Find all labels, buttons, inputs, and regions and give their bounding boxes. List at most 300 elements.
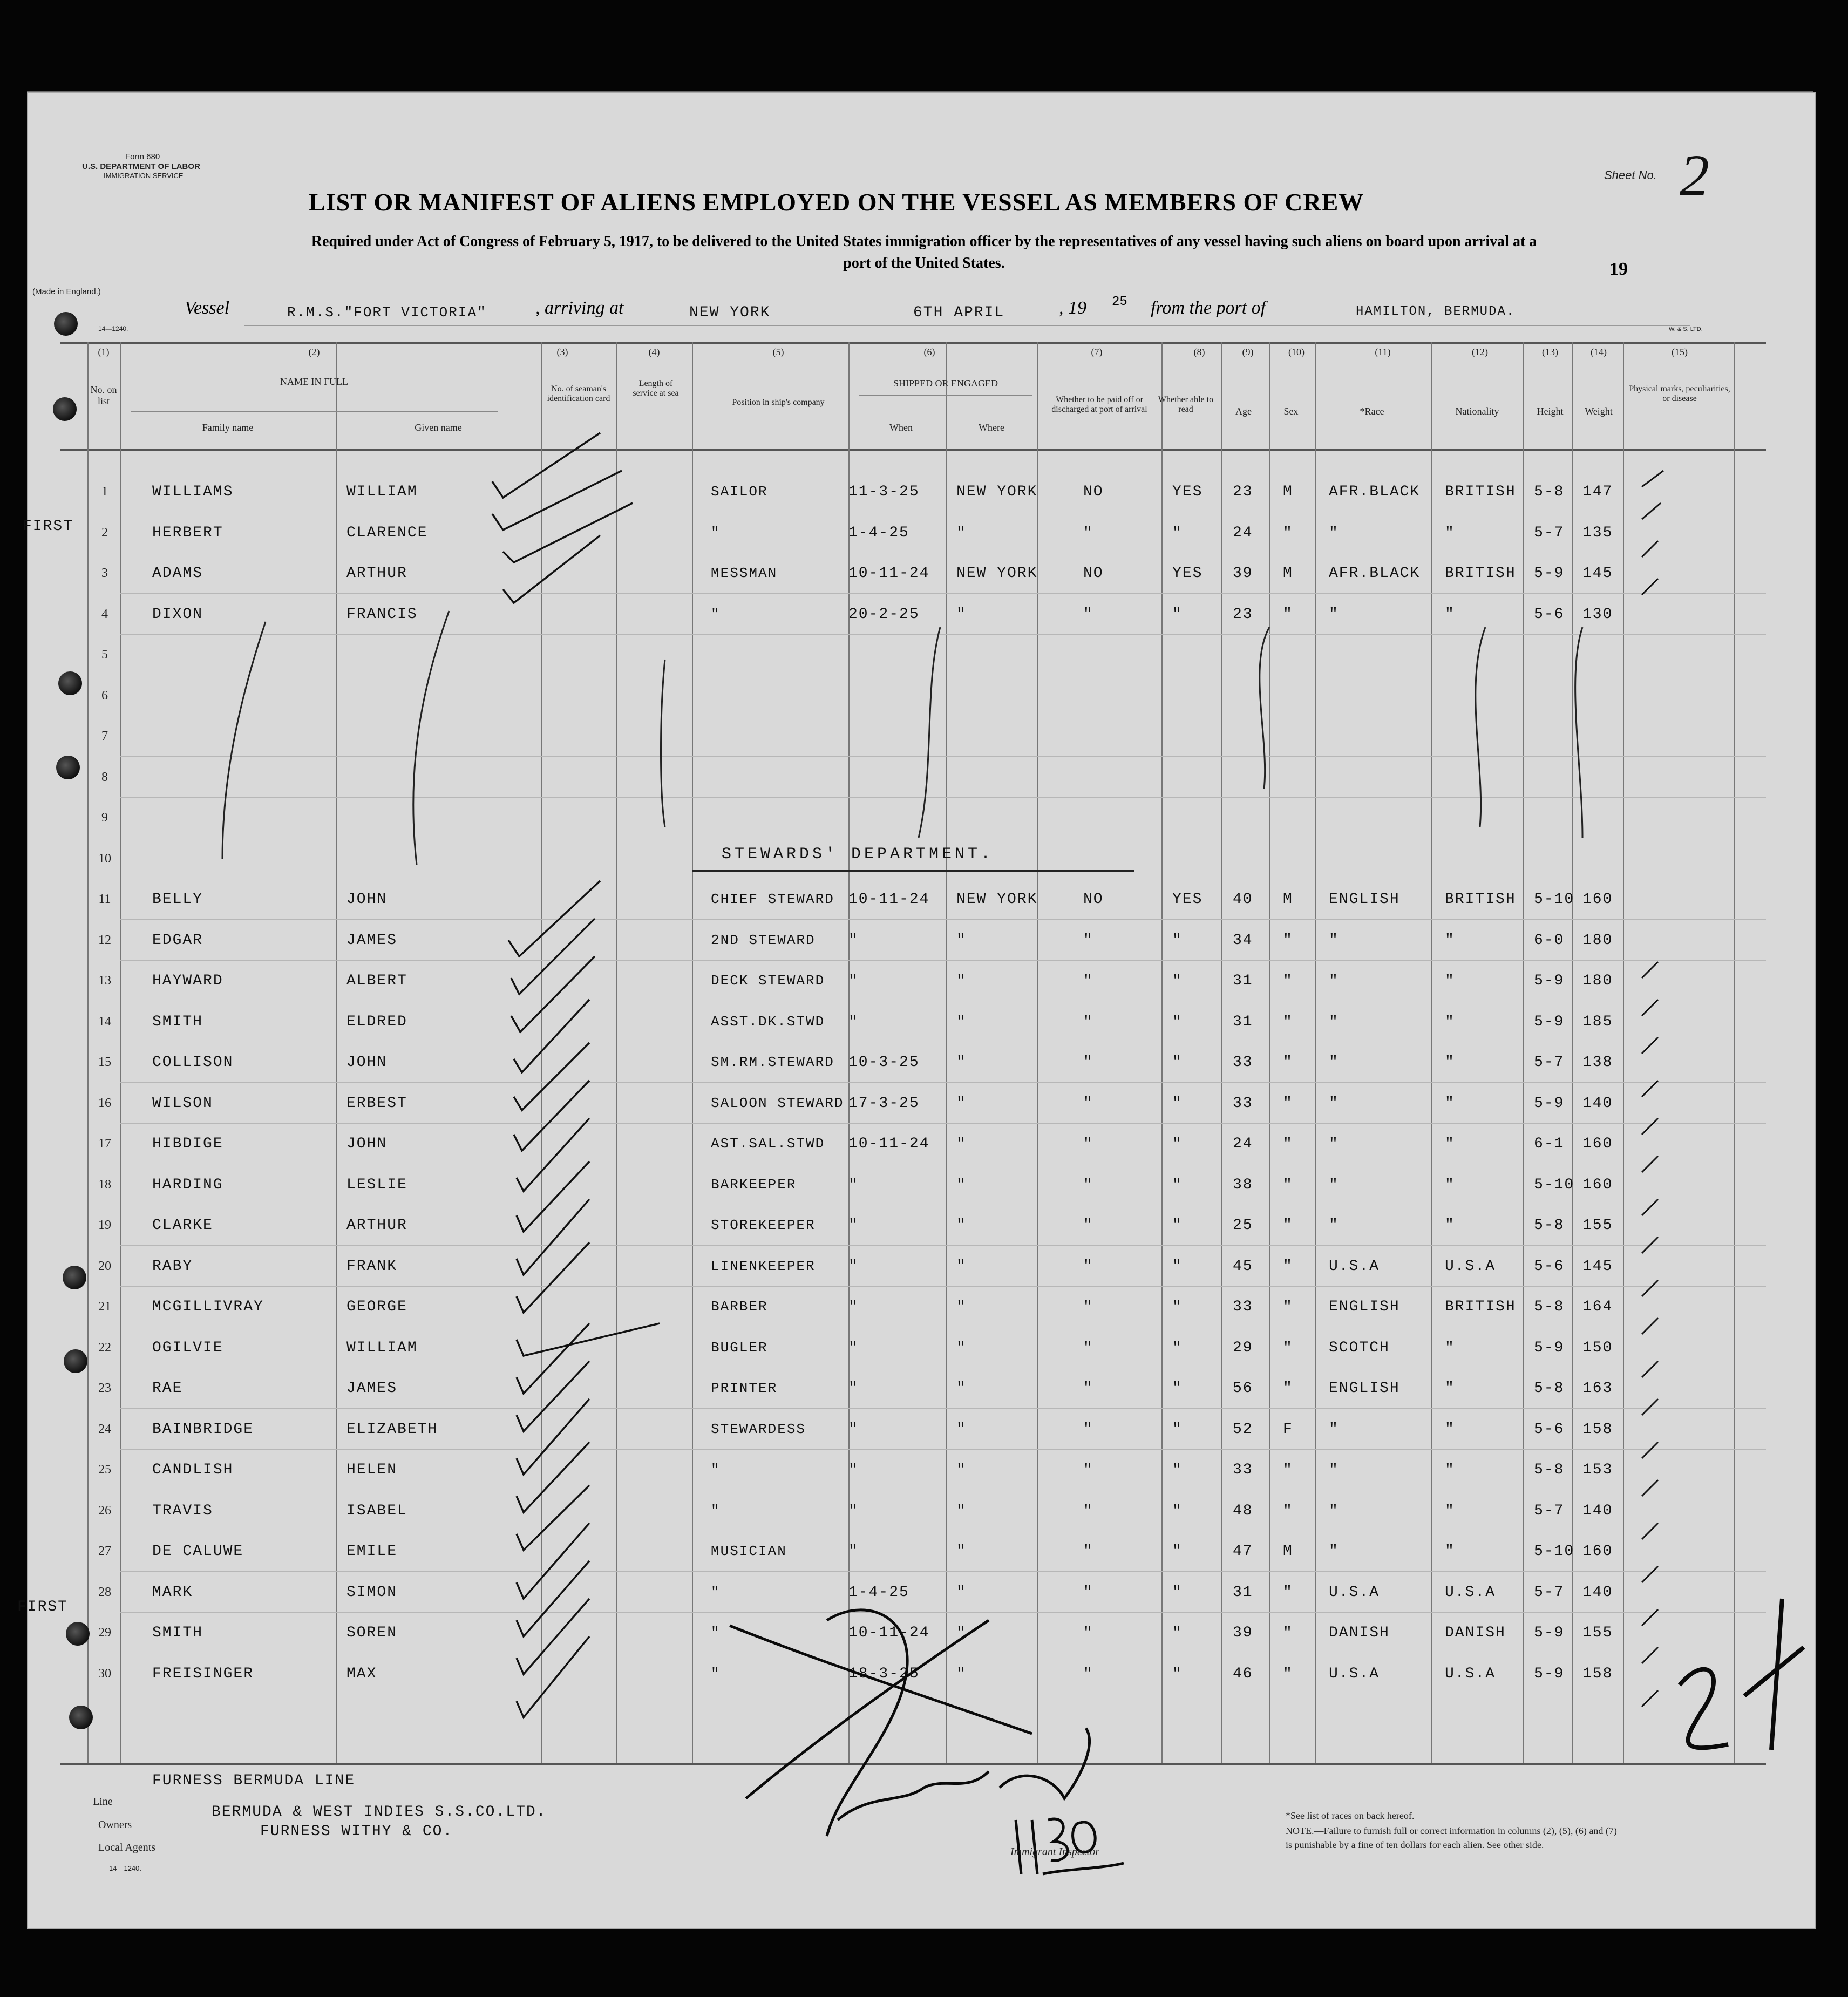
local-agents-name: FURNESS WITHY & CO.	[260, 1823, 453, 1840]
cell-when: "	[848, 932, 859, 949]
cell-family: OGILVIE	[152, 1339, 223, 1356]
cell-where: "	[956, 606, 967, 623]
cell-sex: "	[1283, 1299, 1293, 1315]
cell-family: FREISINGER	[152, 1665, 254, 1682]
cell-sex: M	[1283, 565, 1293, 582]
cell-paid: "	[1083, 1299, 1093, 1315]
cell-paid: "	[1083, 1339, 1093, 1356]
cell-age: 52	[1233, 1421, 1253, 1438]
cell-sex: M	[1283, 891, 1293, 908]
cell-sex: "	[1283, 1380, 1293, 1397]
cell-paid: "	[1083, 1421, 1093, 1438]
year-prefix: 19	[1609, 259, 1628, 279]
cell-weight: 180	[1582, 973, 1613, 989]
cell-read: YES	[1172, 891, 1203, 908]
cell-where: NEW YORK	[956, 891, 1038, 908]
cell-nat: "	[1445, 1462, 1455, 1478]
arrival-date: 6TH APRIL	[913, 304, 1005, 321]
manifest-sheet	[17, 92, 1816, 1929]
cell-weight: 160	[1582, 891, 1613, 908]
cell-height: 5-9	[1534, 1339, 1565, 1356]
cell-when: 11-3-25	[848, 484, 920, 500]
cell-given: FRANK	[346, 1258, 398, 1275]
cell-weight: 147	[1582, 484, 1613, 500]
cell-age: 24	[1233, 524, 1253, 541]
cell-when: "	[848, 1380, 859, 1397]
cell-nat: U.S.A	[1445, 1584, 1496, 1601]
col-head-paid-off: Whether to be paid off or discharged at port of arrival	[1051, 395, 1147, 414]
cell-age: 33	[1233, 1299, 1253, 1315]
cell-where: "	[956, 1543, 967, 1560]
cell-race: "	[1329, 1054, 1339, 1071]
row-number: 15	[98, 1055, 111, 1069]
cell-height: 5-9	[1534, 973, 1565, 989]
cell-read: "	[1172, 606, 1183, 623]
cell-read: YES	[1172, 565, 1203, 582]
col-num-12: (12)	[1472, 347, 1488, 357]
cell-nat: "	[1445, 1421, 1455, 1438]
inspector-label: Immigrant Inspector	[1010, 1846, 1099, 1858]
row-number: 6	[101, 688, 108, 703]
pencil-ditto-given	[413, 611, 449, 865]
cell-position: BUGLER	[711, 1339, 768, 1356]
cell-height: 5-9	[1534, 1095, 1565, 1112]
printer-mark: W. & S. LTD.	[1669, 326, 1703, 332]
cell-position: SM.RM.STEWARD	[711, 1054, 834, 1070]
cell-position: "	[711, 1502, 721, 1519]
cell-paid: "	[1083, 1013, 1093, 1030]
cell-age: 23	[1233, 484, 1253, 500]
cell-when: "	[848, 1013, 859, 1030]
cell-read: YES	[1172, 484, 1203, 500]
cell-when: "	[848, 1462, 859, 1478]
row-number: 17	[98, 1137, 111, 1151]
footer-code: 14—1240.	[109, 1864, 141, 1872]
pencil-ditto-when	[919, 627, 940, 838]
cell-nat: "	[1445, 1380, 1455, 1397]
cell-when: 1-4-25	[848, 524, 909, 541]
cell-paid: "	[1083, 1462, 1093, 1478]
cell-when: "	[848, 1258, 859, 1275]
cell-race: "	[1329, 932, 1339, 949]
cell-weight: 155	[1582, 1217, 1613, 1234]
cell-paid: "	[1083, 1136, 1093, 1152]
col-head-able-read: Whether able to read	[1158, 395, 1214, 414]
cell-position: BARKEEPER	[711, 1176, 797, 1193]
owners-label: Owners	[98, 1819, 132, 1831]
row-number: 30	[98, 1666, 111, 1681]
cell-height: 5-9	[1534, 565, 1565, 582]
cell-sex: "	[1283, 1502, 1293, 1519]
cell-position: STOREKEEPER	[711, 1217, 816, 1233]
cell-position: "	[711, 1625, 721, 1641]
col-num-3: (3)	[556, 347, 568, 357]
handwritten-total	[1680, 1599, 1804, 1750]
cell-family: ADAMS	[152, 565, 203, 582]
cell-race: DANISH	[1329, 1625, 1390, 1641]
cell-position: MESSMAN	[711, 565, 778, 581]
cell-family: COLLISON	[152, 1054, 234, 1071]
cell-height: 5-9	[1534, 1013, 1565, 1030]
row-number: 16	[98, 1096, 111, 1110]
cell-given: ARTHUR	[346, 565, 407, 582]
cell-weight: 180	[1582, 932, 1613, 949]
cell-read: "	[1172, 1584, 1183, 1601]
row-number: 21	[98, 1300, 111, 1314]
cell-when: "	[848, 1339, 859, 1356]
department-name: U.S. DEPARTMENT OF LABOR	[82, 162, 200, 171]
cell-position: BARBER	[711, 1299, 768, 1315]
inspector-signature	[730, 1610, 1089, 1836]
cell-age: 31	[1233, 973, 1253, 989]
cell-age: 23	[1233, 606, 1253, 623]
cell-position: ASST.DK.STWD	[711, 1013, 825, 1030]
cell-height: 5-8	[1534, 1380, 1565, 1397]
row-number: 3	[101, 566, 108, 580]
cell-nat: "	[1445, 606, 1455, 623]
cell-age: 24	[1233, 1136, 1253, 1152]
binder-hole	[53, 397, 77, 421]
cell-read: "	[1172, 1543, 1183, 1560]
binder-hole	[66, 1622, 90, 1646]
penalty-note-1: NOTE.—Failure to furnish full or correct information in columns (2), (5), (6) and (7)	[1286, 1825, 1617, 1836]
cell-race: "	[1329, 1095, 1339, 1112]
cell-when: 10-11-24	[848, 891, 930, 908]
cell-given: JOHN	[346, 891, 388, 908]
cell-when: "	[848, 1502, 859, 1519]
cell-race: "	[1329, 973, 1339, 989]
cell-nat: U.S.A	[1445, 1665, 1496, 1682]
row-number: 4	[101, 607, 108, 621]
row-number: 14	[98, 1014, 111, 1029]
cell-sex: "	[1283, 1258, 1293, 1275]
cell-nat: BRITISH	[1445, 891, 1516, 908]
cell-read: "	[1172, 1054, 1183, 1071]
cell-weight: 158	[1582, 1665, 1613, 1682]
col-head-length: Length of service at sea	[633, 379, 679, 398]
pencil-ditto-nationality	[1476, 627, 1485, 827]
col-num-1: (1)	[98, 347, 110, 357]
cell-weight: 160	[1582, 1543, 1613, 1560]
cell-height: 5-8	[1534, 1217, 1565, 1234]
cell-height: 5-6	[1534, 606, 1565, 623]
cell-where: "	[956, 1502, 967, 1519]
col-num-5: (5)	[772, 347, 784, 357]
cell-family: EDGAR	[152, 932, 203, 949]
cell-given: CLARENCE	[346, 524, 428, 541]
cell-where: "	[956, 1462, 967, 1478]
cell-when: 17-3-25	[848, 1095, 920, 1112]
cell-given: JOHN	[346, 1136, 388, 1152]
row-number: 7	[101, 729, 108, 743]
cell-height: 5-6	[1534, 1258, 1565, 1275]
cell-nat: DANISH	[1445, 1625, 1506, 1641]
col-head-nationality: Nationality	[1455, 406, 1499, 417]
cell-height: 5-7	[1534, 1054, 1565, 1071]
cell-position: MUSICIAN	[711, 1543, 787, 1559]
col-head-sex: Sex	[1283, 406, 1299, 417]
cell-age: 33	[1233, 1095, 1253, 1112]
cell-given: JAMES	[346, 1380, 398, 1397]
cell-given: ISABEL	[346, 1502, 407, 1519]
cell-where: "	[956, 1584, 967, 1601]
cell-when: 10-11-24	[848, 565, 930, 582]
cell-given: SIMON	[346, 1584, 398, 1601]
cell-nat: "	[1445, 1054, 1455, 1071]
cell-where: "	[956, 1258, 967, 1275]
cell-nat: BRITISH	[1445, 565, 1516, 582]
row-number: 20	[98, 1259, 111, 1273]
cell-family: MCGILLIVRAY	[152, 1299, 264, 1315]
year-label: , 19	[1059, 298, 1086, 318]
row-number: 25	[98, 1463, 111, 1477]
col-num-2: (2)	[308, 347, 320, 357]
col-head-when: When	[889, 422, 913, 433]
cell-family: WILLIAMS	[152, 484, 234, 500]
cell-height: 5-9	[1534, 1625, 1565, 1641]
cell-where: "	[956, 1421, 967, 1438]
row-number: 22	[98, 1340, 111, 1355]
id-check-marks	[492, 433, 660, 1717]
cell-weight: 135	[1582, 524, 1613, 541]
cell-weight: 185	[1582, 1013, 1613, 1030]
cell-height: 5-6	[1534, 1421, 1565, 1438]
row-number: 11	[98, 892, 111, 906]
cell-age: 33	[1233, 1054, 1253, 1071]
cell-sex: "	[1283, 1013, 1293, 1030]
cell-age: 33	[1233, 1462, 1253, 1478]
cell-where: "	[956, 524, 967, 541]
cell-age: 34	[1233, 932, 1253, 949]
cell-read: "	[1172, 1095, 1183, 1112]
col-head-where: Where	[979, 422, 1004, 433]
cell-sex: "	[1283, 973, 1293, 989]
cell-where: NEW YORK	[956, 565, 1038, 582]
cell-height: 5-7	[1534, 1502, 1565, 1519]
col-num-9: (9)	[1242, 347, 1254, 357]
cell-where: "	[956, 1095, 967, 1112]
col-num-13: (13)	[1542, 347, 1558, 357]
col-num-6: (6)	[923, 347, 935, 357]
cell-when: 10-11-24	[848, 1625, 930, 1641]
cell-paid: "	[1083, 1543, 1093, 1560]
row-number: 1	[101, 485, 108, 499]
cell-age: 48	[1233, 1502, 1253, 1519]
subtitle-line-2: port of the United States.	[843, 255, 1005, 271]
cell-age: 25	[1233, 1217, 1253, 1234]
cell-nat: "	[1445, 1502, 1455, 1519]
binder-hole	[63, 1266, 86, 1289]
cell-paid: "	[1083, 606, 1093, 623]
cell-read: "	[1172, 1217, 1183, 1234]
cell-paid: "	[1083, 1258, 1093, 1275]
cell-weight: 160	[1582, 1176, 1613, 1193]
col-head-given: Given name	[415, 422, 462, 433]
sheet-number: 2	[1680, 142, 1709, 208]
cell-weight: 153	[1582, 1462, 1613, 1478]
cell-family: TRAVIS	[152, 1502, 213, 1519]
binder-hole	[54, 312, 78, 336]
cell-race: "	[1329, 524, 1339, 541]
cell-nat: "	[1445, 973, 1455, 989]
col-head-position: Position in ship's company	[732, 398, 825, 407]
cell-weight: 150	[1582, 1339, 1613, 1356]
cell-position: "	[711, 1462, 721, 1478]
cell-nat: "	[1445, 524, 1455, 541]
cell-sex: "	[1283, 1136, 1293, 1152]
line-label: Line	[93, 1796, 113, 1808]
pencil-ditto-length	[661, 660, 665, 827]
cell-position: "	[711, 1665, 721, 1682]
page-title: LIST OR MANIFEST OF ALIENS EMPLOYED ON THE VESSEL AS MEMBERS OF CREW	[309, 188, 1364, 216]
cell-race: "	[1329, 1462, 1339, 1478]
cell-read: "	[1172, 1380, 1183, 1397]
cell-read: "	[1172, 1462, 1183, 1478]
cell-position: SALOON STEWARD	[711, 1095, 844, 1111]
cell-when: "	[848, 1421, 859, 1438]
cell-position: PRINTER	[711, 1380, 778, 1396]
cell-paid: "	[1083, 1380, 1093, 1397]
cell-race: "	[1329, 1421, 1339, 1438]
arrival-port: NEW YORK	[689, 304, 771, 321]
row-number: 18	[98, 1177, 111, 1192]
binder-hole	[56, 756, 80, 779]
cell-sex: "	[1283, 1625, 1293, 1641]
row-number: 2	[101, 525, 108, 540]
cell-race: "	[1329, 1217, 1339, 1234]
weight-check-marks	[1642, 471, 1663, 1707]
cell-given: SOREN	[346, 1625, 398, 1641]
cell-position: "	[711, 1584, 721, 1600]
cell-weight: 140	[1582, 1095, 1613, 1112]
cell-position: AST.SAL.STWD	[711, 1136, 825, 1152]
row-number: 19	[98, 1218, 111, 1232]
cell-when: "	[848, 1299, 859, 1315]
cell-height: 5-7	[1534, 524, 1565, 541]
cell-when: "	[848, 1176, 859, 1193]
row-number: 5	[101, 648, 108, 662]
cell-sex: "	[1283, 1584, 1293, 1601]
cell-where: "	[956, 1339, 967, 1356]
pencil-ditto-weight	[1575, 627, 1582, 838]
sheet-label: Sheet No.	[1604, 168, 1657, 182]
row-number: 24	[98, 1422, 111, 1436]
cell-given: JAMES	[346, 932, 398, 949]
side-mark-first-1: FIRST	[23, 518, 74, 535]
cell-age: 47	[1233, 1543, 1253, 1560]
cell-height: 5-8	[1534, 484, 1565, 500]
cell-race: "	[1329, 606, 1339, 623]
cell-where: "	[956, 1176, 967, 1193]
col-head-name: NAME IN FULL	[280, 376, 348, 387]
cell-where: "	[956, 1380, 967, 1397]
cell-family: BELLY	[152, 891, 203, 908]
cell-age: 31	[1233, 1584, 1253, 1601]
cell-sex: M	[1283, 1543, 1293, 1560]
cell-when: "	[848, 1217, 859, 1234]
cell-family: HERBERT	[152, 524, 223, 541]
cell-height: 5-9	[1534, 1665, 1565, 1682]
cell-family: RAE	[152, 1380, 183, 1397]
cell-paid: NO	[1083, 484, 1104, 500]
departure-port: HAMILTON, BERMUDA.	[1356, 304, 1516, 319]
cell-given: WILLIAM	[346, 1339, 418, 1356]
local-agents-label: Local Agents	[98, 1842, 156, 1853]
cell-family: HIBDIGE	[152, 1136, 223, 1152]
cell-race: AFR.BLACK	[1329, 484, 1421, 500]
cell-given: EMILE	[346, 1543, 398, 1560]
cell-when: "	[848, 1543, 859, 1560]
cell-paid: "	[1083, 1502, 1093, 1519]
cell-nat: "	[1445, 1095, 1455, 1112]
cell-race: SCOTCH	[1329, 1339, 1390, 1356]
cell-sex: "	[1283, 1054, 1293, 1071]
cell-given: JOHN	[346, 1054, 388, 1071]
col-head-id-card: No. of seaman's identification card	[547, 384, 610, 403]
cell-nat: "	[1445, 932, 1455, 949]
cell-height: 6-1	[1534, 1136, 1565, 1152]
pencil-ditto-family	[222, 622, 266, 859]
col-num-14: (14)	[1591, 347, 1607, 357]
cell-family: DIXON	[152, 606, 203, 623]
arriving-label: , arriving at	[535, 298, 624, 318]
pencil-ditto-age	[1260, 627, 1269, 789]
cell-paid: "	[1083, 524, 1093, 541]
cell-where: "	[956, 1136, 967, 1152]
cell-where: "	[956, 1013, 967, 1030]
cell-family: SMITH	[152, 1625, 203, 1641]
cell-position: CHIEF STEWARD	[711, 891, 834, 907]
cell-age: 56	[1233, 1380, 1253, 1397]
row-number: 12	[98, 933, 111, 947]
cell-paid: "	[1083, 932, 1093, 949]
cell-nat: BRITISH	[1445, 484, 1516, 500]
cell-height: 5-8	[1534, 1462, 1565, 1478]
col-num-10: (10)	[1288, 347, 1305, 357]
cell-family: HAYWARD	[152, 973, 223, 989]
cell-read: "	[1172, 1339, 1183, 1356]
row-number: 23	[98, 1381, 111, 1395]
binder-hole	[58, 671, 82, 695]
cell-paid: "	[1083, 973, 1093, 989]
cell-height: 5-8	[1534, 1299, 1565, 1315]
side-mark-first-2: FIRST	[17, 1599, 69, 1615]
cell-weight: 145	[1582, 1258, 1613, 1275]
cell-nat: "	[1445, 1136, 1455, 1152]
col-head-marks: Physical marks, peculiarities, or disease	[1629, 384, 1730, 403]
col-num-7: (7)	[1091, 347, 1103, 357]
cell-where: "	[956, 1625, 967, 1641]
cell-race: "	[1329, 1543, 1339, 1560]
cell-height: 5-10	[1534, 1176, 1575, 1193]
cell-position: DECK STEWARD	[711, 973, 825, 989]
vessel-label: Vessel	[185, 298, 230, 318]
cell-sex: "	[1283, 1665, 1293, 1682]
cell-sex: "	[1283, 1176, 1293, 1193]
cell-read: "	[1172, 1176, 1183, 1193]
cell-race: U.S.A	[1329, 1665, 1380, 1682]
cell-height: 5-10	[1534, 1543, 1575, 1560]
cell-given: ARTHUR	[346, 1217, 407, 1234]
line-name: FURNESS BERMUDA LINE	[152, 1772, 356, 1789]
cell-weight: 140	[1582, 1584, 1613, 1601]
cell-age: 38	[1233, 1176, 1253, 1193]
cell-sex: "	[1283, 1095, 1293, 1112]
col-head-shipped: SHIPPED OR ENGAGED	[893, 378, 998, 389]
cell-family: CANDLISH	[152, 1462, 234, 1478]
cell-race: "	[1329, 1013, 1339, 1030]
cell-paid: "	[1083, 1584, 1093, 1601]
